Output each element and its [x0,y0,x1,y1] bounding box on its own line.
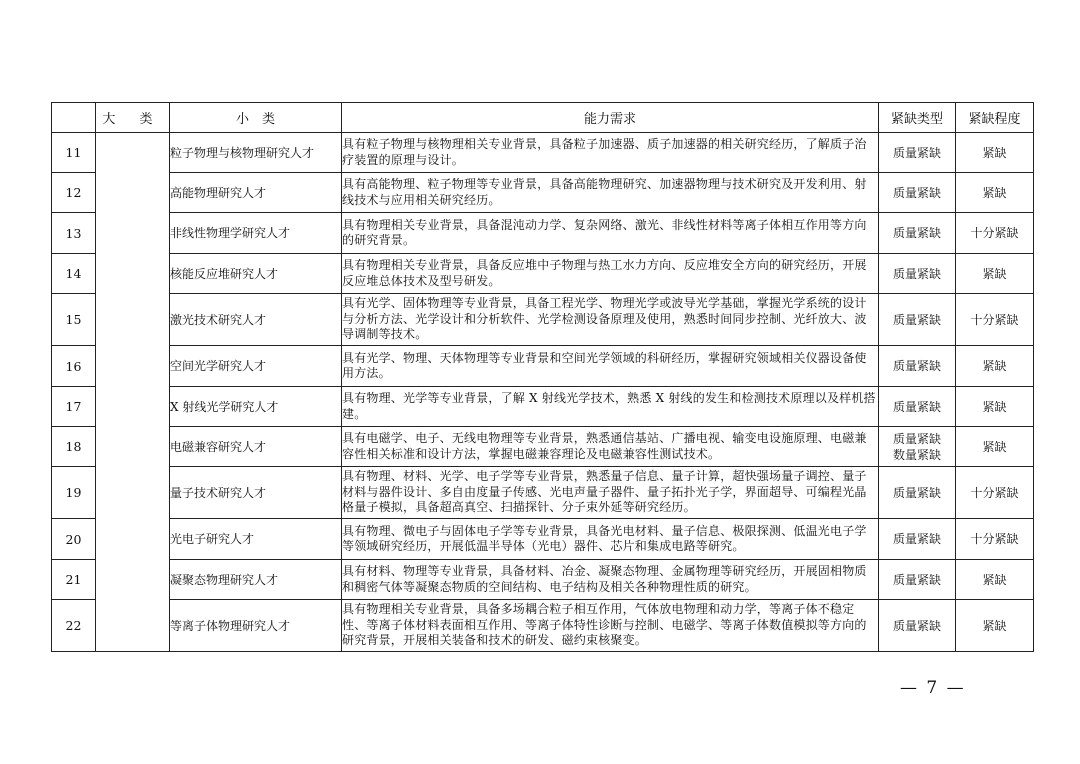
row-subcategory: 电磁兼容研究人才 [170,427,342,467]
row-number: 21 [52,560,96,600]
row-shortage-degree: 紧缺 [956,427,1034,467]
table-row [52,427,1034,467]
row-subcategory: 高能物理研究人才 [170,173,342,213]
header-degree: 紧缺程度 [956,103,1034,133]
row-shortage-degree: 十分紧缺 [956,467,1034,519]
table-body [52,133,1034,652]
row-number: 17 [52,387,96,427]
row-number: 16 [52,346,96,387]
row-number: 19 [52,467,96,519]
row-shortage-degree: 十分紧缺 [956,213,1034,254]
row-requirement: 具有物理相关专业背景，具备混沌动力学、复杂网络、激光、非线性材料等离子体相互作用等方向的研究背景。 [342,213,879,254]
table-row [52,173,1034,213]
row-shortage-degree: 紧缺 [956,560,1034,600]
header-subcategory: 小 类 [170,103,342,133]
table-row [52,387,1034,427]
row-shortage-degree: 紧缺 [956,346,1034,387]
row-shortage-type: 质量紧缺 [879,294,956,346]
table-header-row [52,103,1034,133]
table-row [52,254,1034,294]
row-shortage-type: 质量紧缺 [879,600,956,652]
row-subcategory: 核能反应堆研究人才 [170,254,342,294]
row-shortage-type: 质量紧缺 数量紧缺 [879,427,956,467]
header-requirement: 能力需求 [342,103,879,133]
row-shortage-type: 质量紧缺 [879,467,956,519]
row-requirement: 具有物理相关专业背景，具备反应堆中子物理与热工水力方向、反应堆安全方向的研究经历，开展反应堆总体技术及型号研发。 [342,254,879,294]
row-shortage-type: 质量紧缺 [879,133,956,173]
header-type: 紧缺类型 [879,103,956,133]
table-row [52,133,1034,173]
row-subcategory: X 射线光学研究人才 [170,387,342,427]
page-number: — 7 — [900,678,966,698]
talent-demand-table [51,102,1034,652]
row-number: 12 [52,173,96,213]
row-number: 11 [52,133,96,173]
row-shortage-degree: 紧缺 [956,387,1034,427]
row-shortage-type: 质量紧缺 [879,346,956,387]
row-requirement: 具有物理、微电子与固体电子学等专业背景，具备光电材料、量子信息、极限探测、低温光电子学等领域研究经历，开展低温半导体（光电）器件、芯片和集成电路等研究。 [342,519,879,560]
row-number: 20 [52,519,96,560]
row-subcategory: 光电子研究人才 [170,519,342,560]
row-requirement: 具有光学、固体物理等专业背景，具备工程光学、物理光学或波导光学基础，掌握光学系统的设计与分析方法、光学设计和分析软件、光学检测设备原理及使用，熟悉时间同步控制、光纤放大、波导调制等技术。 [342,294,879,346]
row-requirement: 具有电磁学、电子、无线电物理等专业背景，熟悉通信基站、广播电视、输变电设施原理、电磁兼容性相关标准和设计方法，掌握电磁兼容理论及电磁兼容性测试技术。 [342,427,879,467]
row-number: 18 [52,427,96,467]
row-subcategory: 凝聚态物理研究人才 [170,560,342,600]
row-shortage-type: 质量紧缺 [879,213,956,254]
header-category: 大 类 [96,103,170,133]
row-shortage-degree: 十分紧缺 [956,294,1034,346]
row-number: 13 [52,213,96,254]
row-number: 14 [52,254,96,294]
row-requirement: 具有物理相关专业背景，具备多场耦合粒子相互作用，气体放电物理和动力学，等离子体不稳定性、等离子体材料表面相互作用、等离子体特性诊断与控制、电磁学、等离子体数值模拟等方向的研究背景，开展相关装备和技术的研发、磁约束核聚变。 [342,600,879,652]
row-requirement: 具有粒子物理与核物理相关专业背景，具备粒子加速器、质子加速器的相关研究经历，了解质子治疗装置的原理与设计。 [342,133,879,173]
table-row [52,519,1034,560]
row-shortage-type: 质量紧缺 [879,387,956,427]
row-shortage-degree: 紧缺 [956,600,1034,652]
row-shortage-degree: 紧缺 [956,254,1034,294]
row-shortage-type: 质量紧缺 [879,560,956,600]
row-subcategory: 量子技术研究人才 [170,467,342,519]
table-row [52,467,1034,519]
row-shortage-degree: 紧缺 [956,173,1034,213]
table-row [52,294,1034,346]
row-subcategory: 空间光学研究人才 [170,346,342,387]
row-shortage-type: 质量紧缺 [879,254,956,294]
row-requirement: 具有物理、材料、光学、电子学等专业背景，熟悉量子信息、量子计算，超快强场量子调控、量子材料与器件设计、多自由度量子传感、光电声量子器件、量子拓扑光子学，界面超导、可编程光晶格量子模拟，具备超高真空、扫描探针、分子束外延等研究经历。 [342,467,879,519]
header-num [52,103,96,133]
row-subcategory: 粒子物理与核物理研究人才 [170,133,342,173]
row-category [96,133,170,652]
row-shortage-type: 质量紧缺 [879,519,956,560]
table-row [52,560,1034,600]
row-subcategory: 等离子体物理研究人才 [170,600,342,652]
row-number: 15 [52,294,96,346]
table-row [52,600,1034,652]
row-requirement: 具有高能物理、粒子物理等专业背景，具备高能物理研究、加速器物理与技术研究及开发利用、射线技术与应用相关研究经历。 [342,173,879,213]
row-requirement: 具有材料、物理等专业背景，具备材料、冶金、凝聚态物理、金属物理等研究经历，开展固相物质和稠密气体等凝聚态物质的空间结构、电子结构及相关各种物理性质的研究。 [342,560,879,600]
row-subcategory: 激光技术研究人才 [170,294,342,346]
row-number: 22 [52,600,96,652]
row-requirement: 具有光学、物理、天体物理等专业背景和空间光学领域的科研经历，掌握研究领域相关仪器设备使用方法。 [342,346,879,387]
table-row [52,213,1034,254]
row-shortage-type: 质量紧缺 [879,173,956,213]
row-shortage-degree: 十分紧缺 [956,519,1034,560]
row-requirement: 具有物理、光学等专业背景，了解 X 射线光学技术，熟悉 X 射线的发生和检测技术原理以及样机搭建。 [342,387,879,427]
row-subcategory: 非线性物理学研究人才 [170,213,342,254]
table-row [52,346,1034,387]
row-shortage-degree: 紧缺 [956,133,1034,173]
